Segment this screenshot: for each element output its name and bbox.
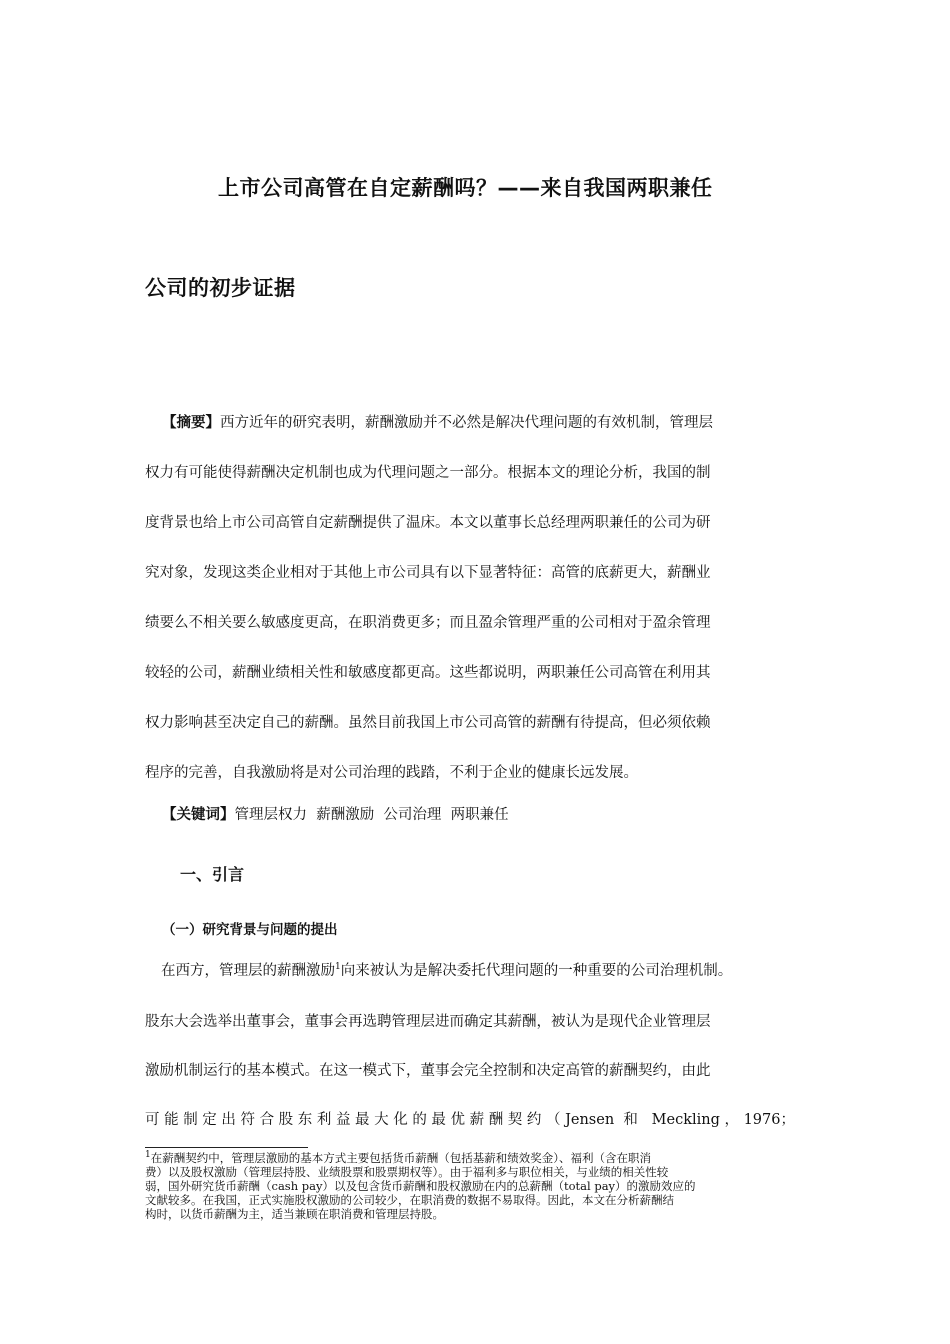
footnote-line-1	[145, 1151, 807, 1165]
section-heading: 一、引言	[180, 865, 245, 884]
footnote-reference[interactable]: 1	[335, 962, 341, 973]
footnote-line-3: 弱，国外研究货币薪酬（cash pay）以及包含货币薪酬和股权激励在内的总薪酬（total pay）的激励效应的	[145, 1179, 696, 1193]
keywords-line	[145, 805, 805, 825]
footnote-marker: 1	[145, 1150, 151, 1161]
abstract-line-3: 度背景也给上市公司高管自定薪酬提供了温床。本文以董事长总经理两职兼任的公司为研	[145, 515, 711, 531]
abstract-line-1	[145, 413, 805, 433]
body-line-3: 激励机制运行的基本模式。在这一模式下，董事会完全控制和决定高管的薪酬契约，由此	[145, 1063, 711, 1079]
keywords-label: 【关键词】	[162, 807, 235, 823]
abstract-line-5: 绩要么不相关要么敏感度更高，在职消费更多；而且盈余管理严重的公司相对于盈余管理	[145, 615, 711, 631]
keywords-text: 管理层权力 薪酬激励 公司治理 两职兼任	[234, 807, 509, 823]
body-line-1	[145, 961, 810, 981]
subsection-heading: （一）研究背景与问题的提出	[162, 922, 338, 938]
footnote-line-4: 文献较多。在我国，正式实施股权激励的公司较少，在职消费的数据不易取得。因此，本文在分析薪酬结	[145, 1193, 674, 1207]
abstract-line-2: 权力有可能使得薪酬决定机制也成为代理问题之一部分。根据本文的理论分析，我国的制	[145, 465, 711, 481]
page-title-line-1: 上市公司高管在自定薪酬吗？——来自我国两职兼任	[218, 176, 713, 200]
abstract-text: 西方近年的研究表明，薪酬激励并不必然是解决代理问题的有效机制，管理层	[220, 415, 713, 431]
abstract-line-4: 究对象，发现这类企业相对于其他上市公司具有以下显著特征：高管的底薪更大，薪酬业	[145, 565, 711, 581]
body-line-2: 股东大会选举出董事会，董事会再选聘管理层进而确定其薪酬，被认为是现代企业管理层	[145, 1014, 711, 1030]
footnote	[145, 1151, 807, 1221]
footnote-line-5: 构时，以货币薪酬为主，适当兼顾在职消费和管理层持股。	[145, 1207, 444, 1221]
abstract-line-7: 权力影响甚至决定自己的薪酬。虽然目前我国上市公司高管的薪酬有待提高，但必须依赖	[145, 715, 711, 731]
page-title-line-2: 公司的初步证据	[145, 276, 296, 300]
body-line-4: 可能制定出符合股东利益最大化的最优薪酬契约（Jensen 和 Meckling，1976；	[145, 1112, 795, 1128]
abstract-line-6: 较轻的公司，薪酬业绩相关性和敏感度都更高。这些都说明，两职兼任公司高管在利用其	[145, 665, 711, 681]
footnote-line-2: 费）以及股权激励（管理层持股、业绩股票和股票期权等）。由于福利多与职位相关，与业绩的相关性较	[145, 1165, 669, 1179]
abstract-label: 【摘要】	[162, 415, 220, 431]
footnote-separator	[145, 1147, 308, 1148]
footnote-text-1: 在薪酬契约中，管理层激励的基本方式主要包括货币薪酬（包括基薪和绩效奖金）、福利（含在职消	[150, 1151, 651, 1165]
body-text-before-note: 在西方，管理层的薪酬激励	[161, 963, 335, 979]
body-text-after-note: 向来被认为是解决委托代理问题的一种重要的公司治理机制。	[340, 963, 733, 979]
abstract-line-8: 程序的完善，自我激励将是对公司治理的践踏，不利于企业的健康长远发展。	[145, 765, 638, 781]
